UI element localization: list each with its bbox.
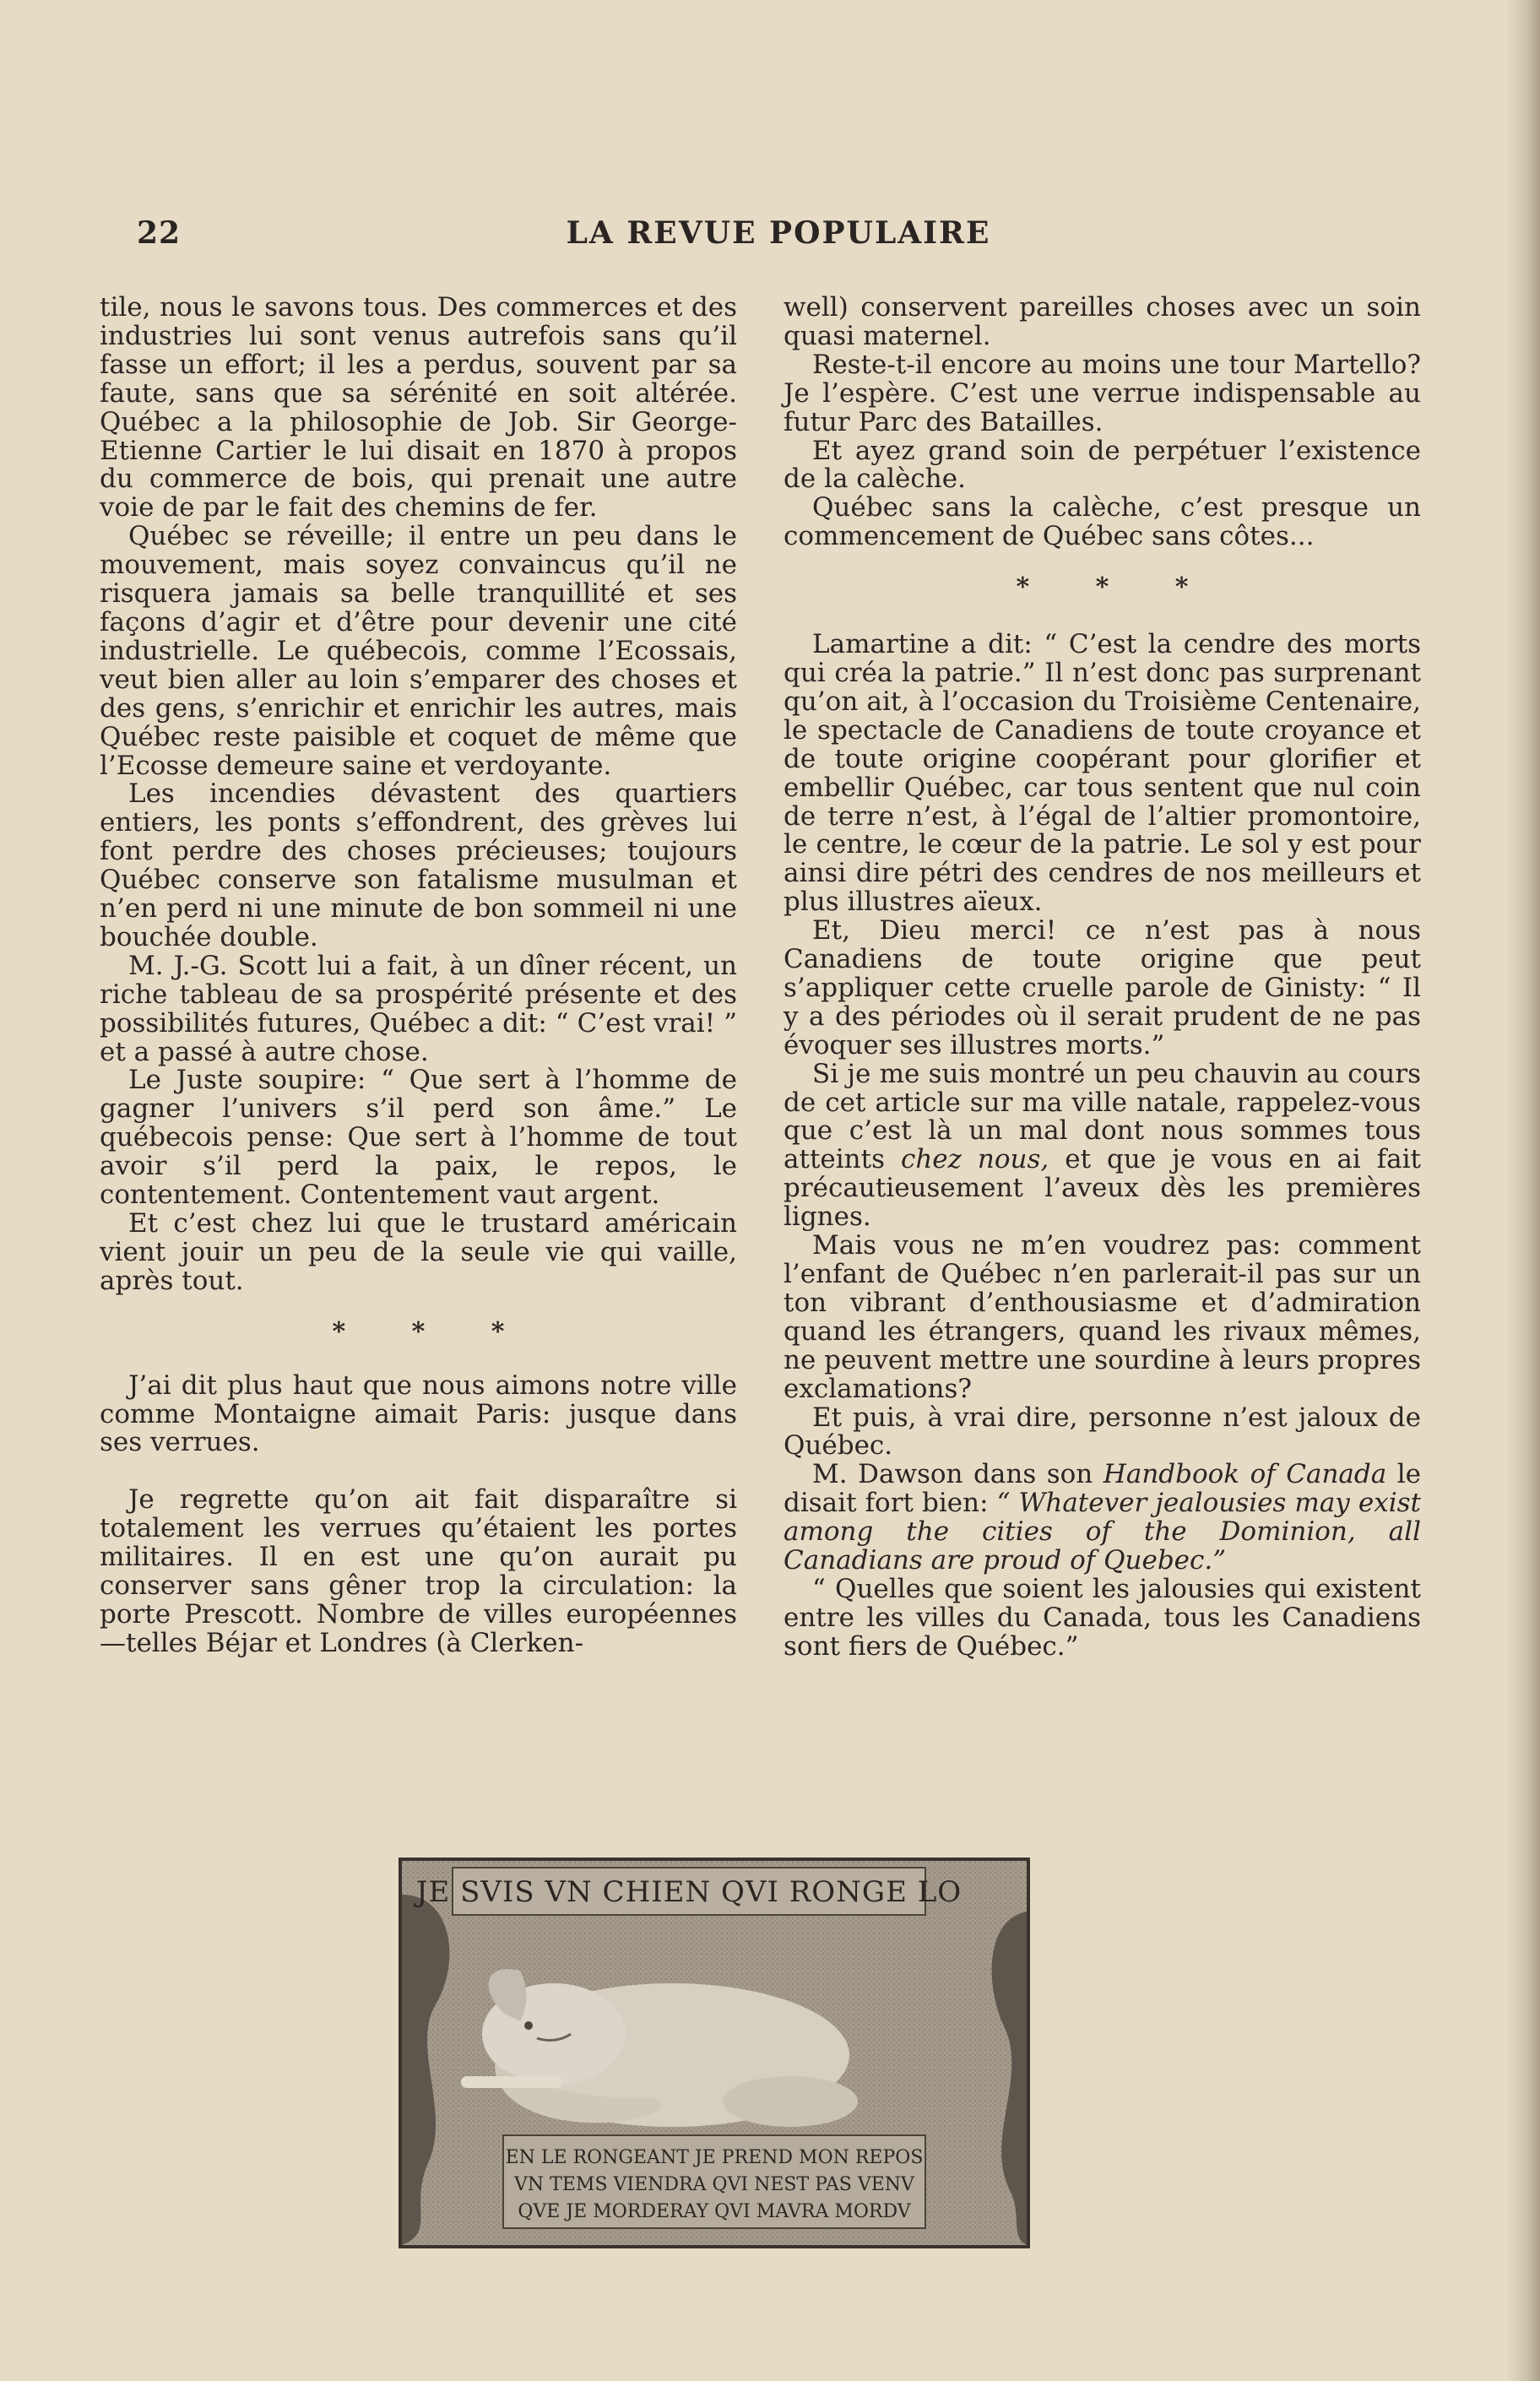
page-spine-shadow [1506,0,1540,2381]
paragraph: Mais vous ne m’en voudrez pas: comment l’enfant de Québec n’en parlerait-il pas sur un ton vibrant d’enthousiasme et d’admiration quand les étrangers, quand les rivaux mêmes, ne peuvent mettre une sourdine à leurs propres exclamations? [784,1230,1421,1404]
paragraph: Le Juste soupire: “ Que sert à l’homme de gagner l’univers s’il perd son âme.” Le québecois pense: Que sert à l’homme de tout avoir s’il perd la paix, le repos, le contentement. Contentement vaut argent. [100,1065,737,1211]
text-run: M. Dawson dans son [812,1459,1093,1490]
paragraph: Je regrette qu’on ait fait disparaître si totalement les verrues qu’étaient les portes militaires. Il en est une qu’on aurait pu conserver sans gêner trop la circulation: la porte Prescott. Nombre de villes européennes—telles Béjar et Londres (à Clerken- [100,1484,737,1658]
bottom-inscription-line-3: QVE JE MORDERAY QVI MAVRA MORDV [518,2201,911,2222]
right-column [784,294,1421,1662]
bottom-inscription-line-2: VN TEMS VIENDRA QVI NEST PAS VENV [514,2174,914,2195]
paragraph: tile, nous le savons tous. Des commerces et des industries lui sont venus autrefois sans qu’il fasse un effort; il les a perdus, souvent par sa faute, sans que sa sérénité en soit altérée. Québec a la philosophie de Job. Sir George-Etienne Cartier le lui disait en 1870 à propos du commerce de bois, qui prenait une autre voie de par le fait des chemins de fer. [100,292,737,523]
section-divider: * * * [332,1316,534,1347]
book-title: Handbook of Canada [1103,1459,1387,1490]
bas-relief-illustration [402,1861,1027,2245]
running-title: LA REVUE POPULAIRE [566,215,991,251]
section-divider: * * * [1016,572,1217,603]
paragraph: Et puis, à vrai dire, personne n’est jaloux de Québec. [784,1402,1421,1462]
paragraph: Reste-t-il encore au moins une tour Martello? Je l’espère. C’est une verrue indispensable au futur Parc des Batailles. [784,349,1421,437]
page-header [137,215,1420,258]
top-inscription: JE SVIS VN CHIEN QVI RONGE LO [415,1875,962,1909]
paragraph: Québec se réveille; il entre un peu dans le mouvement, mais soyez convaincus qu’il ne risquera jamais sa belle tranquillité et ses façons d’agir et d’être pour devenir une cité industrielle. Le québecois, comme l’Ecossais, veut bien aller au loin s’emparer des choses et des gens, s’enrichir et enrichir les autres, mais Québec reste paisible et coquet de même que l’Ecosse demeure saine et verdoyante. [100,521,737,781]
paragraph [784,1461,1421,1576]
paragraph: M. J.-G. Scott lui a fait, à un dîner récent, un riche tableau de sa prospérité présente et des possibilités futures, Québec a dit: “ C’est vrai! ” et a passé à autre chose. [100,950,737,1067]
chien-dor-bas-relief-photo [399,1858,1030,2248]
emphasis: chez nous, [900,1144,1049,1175]
text-run: Si je me suis montré un peu chauvin au cours de cet article sur ma ville natale, rappelez-vous que c’est là un mal dont nous sommes tous atteints [784,1058,1421,1175]
paragraph: “ Quelles que soient les jalousies qui existent entre les villes du Canada, tous les Canadiens sont fiers de Québec.” [784,1573,1421,1662]
paragraph: Les incendies dévastent des quartiers entiers, les ponts s’effondrent, des grèves lui font perdre des choses précieuses; toujours Québec conserve son fatalisme musulman et n’en perd ni une minute de bon sommeil ni une bouchée double. [100,778,737,952]
paragraph: Et c’est chez lui que le trustard américain vient jouir un peu de la seule vie qui vaille, après tout. [100,1208,737,1296]
text-run: le disait fort bien: [784,1459,1421,1519]
english-quote: “ Whatever jealousies may exist among the cities of the Dominion, all Canadians are proud of Quebec.” [784,1488,1421,1576]
bottom-inscription-line-1: EN LE RONGEANT JE PREND MON REPOS [505,2147,924,2168]
paragraph: Et ayez grand soin de perpétuer l’existence de la calèche. [784,435,1421,495]
paragraph: well) conservent pareilles choses avec un soin quasi maternel. [784,292,1421,351]
page-number: 22 [137,215,182,251]
paragraph: Et, Dieu merci! ce n’est pas à nous Canadiens de toute origine que peut s’appliquer cette cruelle parole de Ginisty: “ Il y a des périodes où il serait prudent de ne pas évoquer ses illustres morts.” [784,915,1421,1060]
left-column [100,294,737,1658]
paragraph: J’ai dit plus haut que nous aimons notre ville comme Montaigne aimait Paris: jusque dans ses verrues. [100,1369,737,1458]
text-run: et que je vous en ai fait précautieusement l’aveux dès les premières lignes. [784,1144,1422,1233]
paragraph: Québec sans la calèche, c’est presque un commencement de Québec sans côtes... [784,492,1421,552]
paragraph: Lamartine a dit: “ C’est la cendre des morts qui créa la patrie.” Il n’est donc pas surprenant qu’on ait, à l’occasion du Troisième Centenaire, le spectacle de Canadiens de toute croyance et de toute origine coopérant pour glorifier et embellir Québec, car tous sentent que nul coin de terre n’est, à l’égal de l’altier promontoire, le centre, le cœur de la patrie. Le sol y est pour ainsi dire pétri des cendres de nos meilleurs et plus illustres aïeux. [784,629,1421,918]
paragraph [784,1060,1421,1232]
